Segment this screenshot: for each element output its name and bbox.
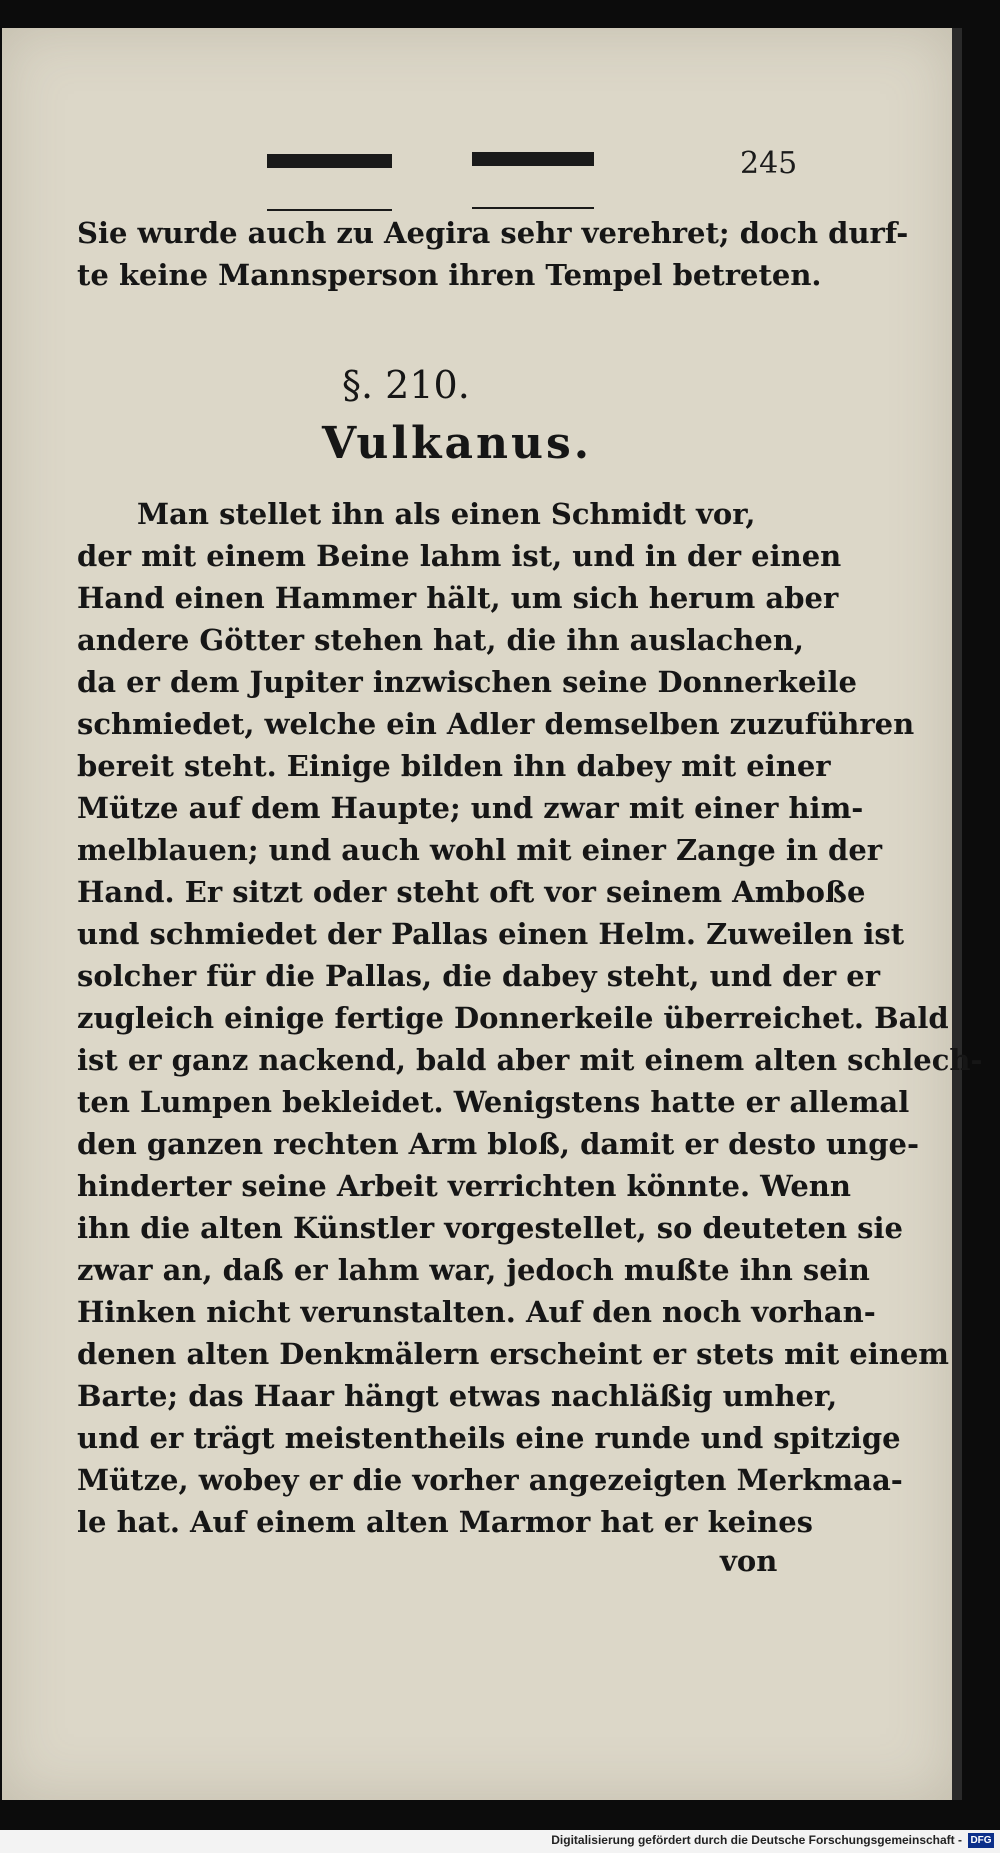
text-line: und schmiedet der Pallas einen Helm. Zuweilen ist xyxy=(77,917,905,951)
text-line: schmiedet, welche ein Adler demselben zuzuführen xyxy=(77,707,915,741)
text-line: zugleich einige fertige Donnerkeile überreichet. Bald xyxy=(77,1001,949,1035)
text-line: Mütze, wobey er die vorher angezeigten Merkmaa- xyxy=(77,1463,903,1497)
text-line: bereit steht. Einige bilden ihn dabey mit einer xyxy=(77,749,831,783)
text-line: und er trägt meistentheils eine runde und spitzige xyxy=(77,1421,901,1455)
funding-credit: Digitalisierung gefördert durch die Deutsche Forschungsgemeinschaft - xyxy=(551,1833,962,1847)
header-rule-right xyxy=(472,207,594,209)
page-number: 245 xyxy=(740,146,798,181)
book-page xyxy=(2,28,983,1800)
text-line: da er dem Jupiter inzwischen seine Donnerkeile xyxy=(77,665,857,699)
header-ornament-right xyxy=(472,152,594,166)
section-number: §. 210. xyxy=(342,363,470,407)
dfg-logo: DFG xyxy=(968,1833,994,1848)
text-line: hinderter seine Arbeit verrichten könnte. Wenn xyxy=(77,1169,851,1203)
text-line: Man stellet ihn als einen Schmidt vor, xyxy=(137,497,756,531)
text-line: solcher für die Pallas, die dabey steht, und der er xyxy=(77,959,880,993)
text-line: le hat. Auf einem alten Marmor hat er keines xyxy=(77,1505,813,1539)
text-line: melblauen; und auch wohl mit einer Zange in der xyxy=(77,833,883,867)
text-line: Hand einen Hammer hält, um sich herum aber xyxy=(77,581,839,615)
text-line: ist er ganz nackend, bald aber mit einem alten schlech- xyxy=(77,1043,983,1077)
footer-bar xyxy=(0,1830,1000,1853)
section-title: Vulkanus. xyxy=(322,418,593,469)
catchword: von xyxy=(720,1544,778,1578)
header-rule-left xyxy=(267,209,392,211)
text-line: Hand. Er sitzt oder steht oft vor seinem Amboße xyxy=(77,875,866,909)
text-line: ihn die alten Künstler vorgestellet, so deuteten sie xyxy=(77,1211,903,1245)
text-line: te keine Mannsperson ihren Tempel betreten. xyxy=(77,258,822,292)
text-line: der mit einem Beine lahm ist, und in der einen xyxy=(77,539,842,573)
text-line: Sie wurde auch zu Aegira sehr verehret; doch durf- xyxy=(77,216,909,250)
text-line: denen alten Denkmälern erscheint er stets mit einem xyxy=(77,1337,949,1371)
text-line: andere Götter stehen hat, die ihn auslachen, xyxy=(77,623,805,657)
text-line: ten Lumpen bekleidet. Wenigstens hatte er allemal xyxy=(77,1085,910,1119)
text-line: Mütze auf dem Haupte; und zwar mit einer him- xyxy=(77,791,864,825)
text-line: zwar an, daß er lahm war, jedoch mußte ihn sein xyxy=(77,1253,870,1287)
text-line: Barte; das Haar hängt etwas nachläßig umher, xyxy=(77,1379,838,1413)
text-line: den ganzen rechten Arm bloß, damit er desto unge- xyxy=(77,1127,919,1161)
header-ornament-left xyxy=(267,154,392,168)
text-line: Hinken nicht verunstalten. Auf den noch vorhan- xyxy=(77,1295,876,1329)
